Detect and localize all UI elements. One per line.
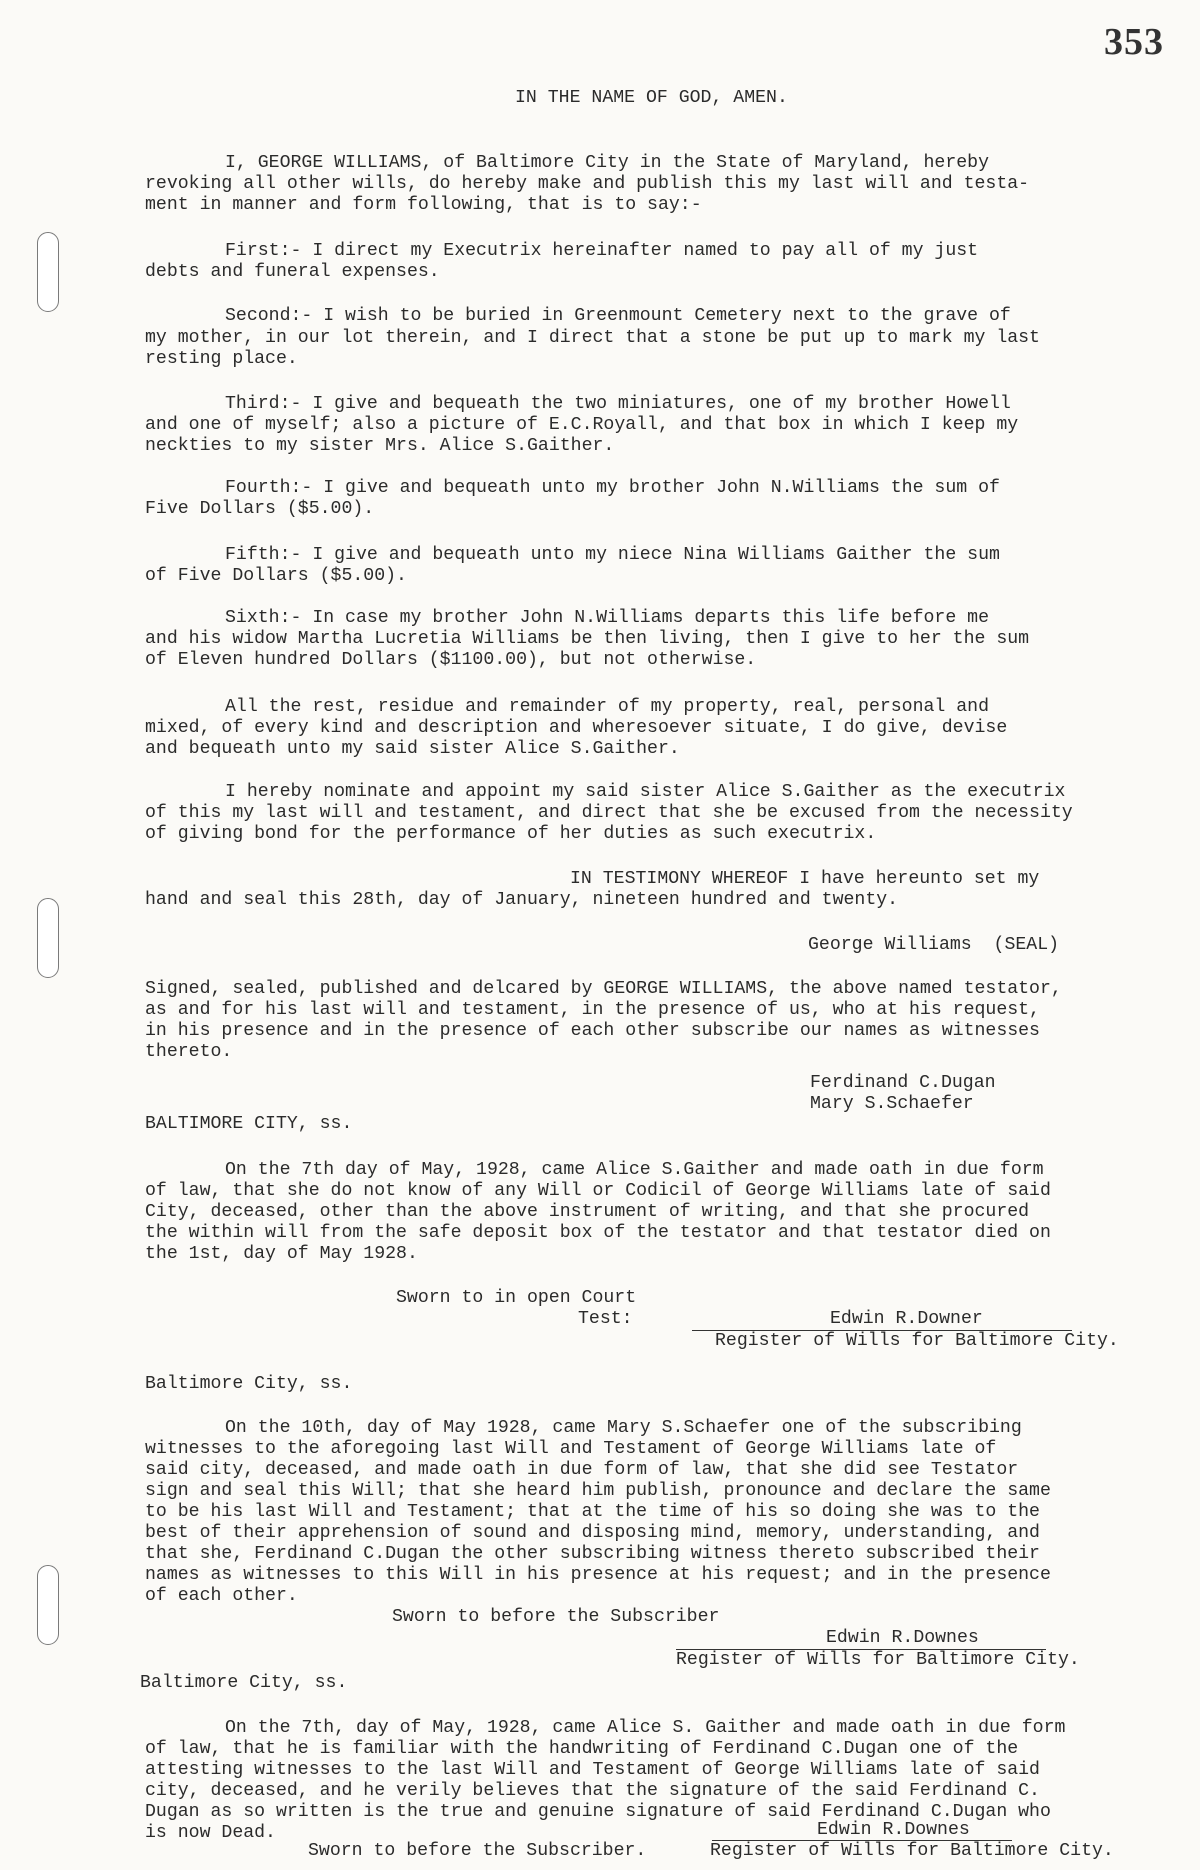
article-third-line: and one of myself; also a picture of E.C.Royall, and that box in which I keep my [145, 415, 1019, 435]
executrix-line: of giving bond for the performance of her duties as such executrix. [145, 824, 877, 844]
oath1-register: Register of Wills for Baltimore City. [715, 1331, 1119, 1351]
page-number: 353 [1104, 21, 1164, 63]
executrix-line: of this my last will and testament, and direct that she be excused from the necessity [145, 803, 1073, 823]
oath3-line: On the 7th, day of May, 1928, came Alice S. Gaither and made oath in due form [225, 1718, 1066, 1738]
article-sixth-line: and his widow Martha Lucretia Williams be then living, then I give to her the sum [145, 629, 1030, 649]
attestation-line: as and for his last will and testament, in the presence of us, who at his request, [145, 1000, 1040, 1020]
oath1-line: the 1st, day of May 1928. [145, 1244, 418, 1264]
punch-hole-bottom [37, 1565, 59, 1645]
attestation-line: thereto. [145, 1042, 233, 1062]
article-sixth-line: Sixth:- In case my brother John N.Williams departs this life before me [225, 608, 989, 628]
oath3-signer: Edwin R.Downes [817, 1820, 970, 1840]
oath1-line: On the 7th day of May, 1928, came Alice S.Gaither and made oath in due form [225, 1160, 1044, 1180]
article-second-line: my mother, in our lot therein, and I direct that a stone be put up to mark my last [145, 328, 1040, 348]
article-first-line: First:- I direct my Executrix hereinafter named to pay all of my just [225, 241, 979, 261]
oath2-line: said city, deceased, and made oath in due form of law, that she did see Testator [145, 1460, 1019, 1480]
preamble-line: I, GEORGE WILLIAMS, of Baltimore City in the State of Maryland, hereby [225, 153, 989, 173]
oath3-heading: Baltimore City, ss. [140, 1673, 348, 1693]
preamble-line: revoking all other wills, do hereby make and publish this my last will and testa- [145, 174, 1030, 194]
oath1-signer: Edwin R.Downer [830, 1309, 983, 1329]
oath2-line: On the 10th, day of May 1928, came Mary S.Schaefer one of the subscribing [225, 1418, 1022, 1438]
residue-line: All the rest, residue and remainder of my property, real, personal and [225, 697, 989, 717]
oath2-register: Register of Wills for Baltimore City. [676, 1650, 1080, 1670]
oath3-line: city, deceased, and he verily believes that the signature of the said Ferdinand C. [145, 1781, 1040, 1801]
article-second-line: resting place. [145, 349, 298, 369]
oath1-line: the within will from the safe deposit box of the testator and that testator died on [145, 1223, 1051, 1243]
oath2-line: sign and seal this Will; that she heard him publish, pronounce and declare the same [145, 1481, 1051, 1501]
oath2-line: that she, Ferdinand C.Dugan the other subscribing witness thereto subscribed their [145, 1544, 1040, 1564]
article-fifth-line: of Five Dollars ($5.00). [145, 566, 407, 586]
document-title: IN THE NAME OF GOD, AMEN. [515, 88, 788, 108]
oath2-line: of each other. [145, 1586, 298, 1606]
punch-hole-top [37, 232, 59, 312]
oath1-heading: BALTIMORE CITY, ss. [145, 1114, 353, 1134]
testimony-line: hand and seal this 28th, day of January, nineteen hundred and twenty. [145, 890, 899, 910]
article-fifth-line: Fifth:- I give and bequeath unto my niece Nina Williams Gaither the sum [225, 545, 1000, 565]
residue-line: and bequeath unto my said sister Alice S.Gaither. [145, 739, 680, 759]
attestation-line: in his presence and in the presence of each other subscribe our names as witnesses [145, 1021, 1040, 1041]
article-second-line: Second:- I wish to be buried in Greenmount Cemetery next to the grave of [225, 306, 1011, 326]
oath3-sworn: Sworn to before the Subscriber. [308, 1841, 647, 1861]
article-fourth-line: Fourth:- I give and bequeath unto my brother John N.Williams the sum of [225, 478, 1000, 498]
witness-signature: Ferdinand C.Dugan [810, 1073, 996, 1093]
oath2-heading: Baltimore City, ss. [145, 1374, 353, 1394]
article-third-line: Third:- I give and bequeath the two miniatures, one of my brother Howell [225, 394, 1011, 414]
oath1-test-label: Test: [578, 1309, 633, 1329]
oath2-line: witnesses to the aforegoing last Will and Testament of George Williams late of [145, 1439, 997, 1459]
oath1-sworn: Sworn to in open Court [396, 1288, 637, 1308]
oath2-sworn: Sworn to before the Subscriber [392, 1607, 720, 1627]
oath2-line: to be his last Will and Testament; that at the time of his so doing she was to the [145, 1502, 1040, 1522]
witness-signature: Mary S.Schaefer [810, 1094, 974, 1114]
oath1-line: City, deceased, other than the above instrument of writing, and that she procured [145, 1202, 1030, 1222]
oath2-line: names as witnesses to this Will in his presence at his request; and in the presence [145, 1565, 1051, 1585]
oath3-line: of law, that he is familiar with the handwriting of Ferdinand C.Dugan one of the [145, 1739, 1019, 1759]
testimony-line: IN TESTIMONY WHEREOF I have hereunto set my [570, 869, 1040, 889]
testator-signature: George Williams (SEAL) [808, 935, 1060, 955]
punch-hole-middle [37, 898, 59, 978]
article-fourth-line: Five Dollars ($5.00). [145, 499, 375, 519]
oath3-line: Dugan as so written is the true and genuine signature of said Ferdinand C.Dugan who [145, 1802, 1051, 1822]
oath2-signer: Edwin R.Downes [826, 1628, 979, 1648]
oath2-line: best of their apprehension of sound and disposing mind, memory, understanding, and [145, 1523, 1040, 1543]
residue-line: mixed, of every kind and description and wheresoever situate, I do give, devise [145, 718, 1008, 738]
preamble-line: ment in manner and form following, that is to say:- [145, 195, 702, 215]
attestation-line: Signed, sealed, published and delcared by GEORGE WILLIAMS, the above named testator, [145, 979, 1062, 999]
oath1-line: of law, that she do not know of any Will or Codicil of George Williams late of said [145, 1181, 1051, 1201]
executrix-line: I hereby nominate and appoint my said sister Alice S.Gaither as the executrix [225, 782, 1066, 802]
article-first-line: debts and funeral expenses. [145, 262, 440, 282]
oath3-register: Register of Wills for Baltimore City. [710, 1841, 1114, 1861]
article-sixth-line: of Eleven hundred Dollars ($1100.00), but not otherwise. [145, 650, 757, 670]
oath3-line: attesting witnesses to the last Will and Testament of George Williams late of said [145, 1760, 1040, 1780]
oath3-line: is now Dead. [145, 1823, 276, 1843]
article-third-line: neckties to my sister Mrs. Alice S.Gaither. [145, 436, 615, 456]
